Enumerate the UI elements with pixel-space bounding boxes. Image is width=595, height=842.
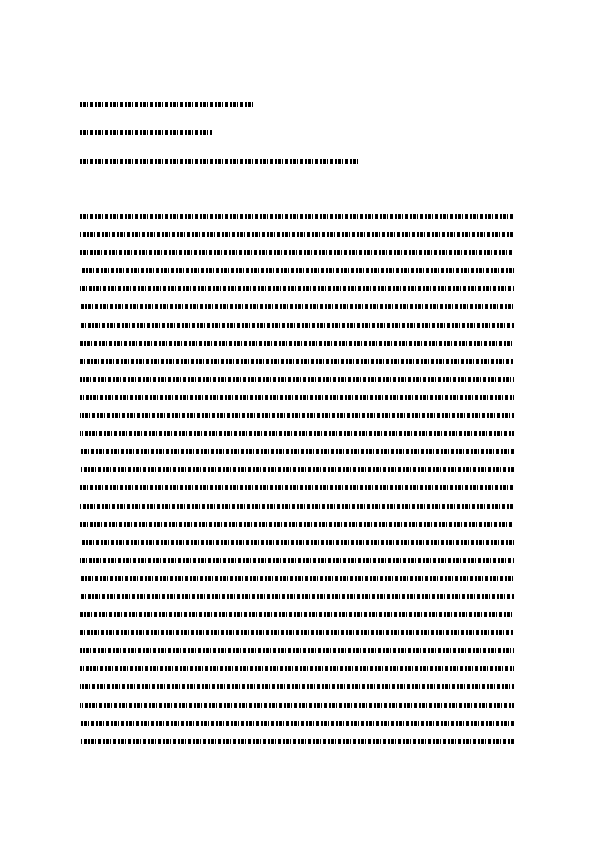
body-text-line: [80, 739, 514, 749]
body-text-line: [80, 504, 514, 514]
document-affiliation-text: [80, 164, 81, 165]
body-text-line: [80, 377, 514, 387]
body-text-line: [80, 250, 514, 260]
document-title-text: [80, 107, 81, 108]
body-text-line: [80, 431, 514, 441]
document-author-line: [80, 128, 212, 138]
body-text-line: [80, 232, 514, 242]
body-text-line: [80, 323, 514, 333]
body-text-line: [80, 286, 514, 296]
document-affiliation-line: [80, 157, 360, 167]
body-text-line: [80, 703, 514, 713]
body-text-line: [80, 721, 514, 731]
body-text-line: [80, 522, 514, 532]
body-text-line: [80, 612, 514, 622]
document-title-line: [80, 100, 254, 110]
body-text-line: [80, 268, 514, 278]
body-text-line: [80, 558, 514, 568]
body-text-line: [80, 648, 514, 658]
body-text-line: [80, 214, 514, 224]
body-text-line: [80, 630, 514, 640]
body-text-line: [80, 540, 514, 550]
body-text-line: [80, 341, 514, 351]
body-text-line: [80, 594, 514, 604]
body-text-line: [80, 666, 514, 676]
body-text-line: [80, 359, 514, 369]
body-text-line: [80, 413, 514, 423]
body-text-line: [80, 395, 514, 405]
body-text-line: [80, 467, 514, 477]
body-text-line: [80, 684, 514, 694]
body-text-line: [80, 449, 514, 459]
body-text-line: [80, 576, 514, 586]
document-author-text: [80, 135, 81, 136]
document-body: [80, 212, 514, 757]
body-text-line: [80, 485, 514, 495]
body-text-line: [80, 304, 514, 314]
